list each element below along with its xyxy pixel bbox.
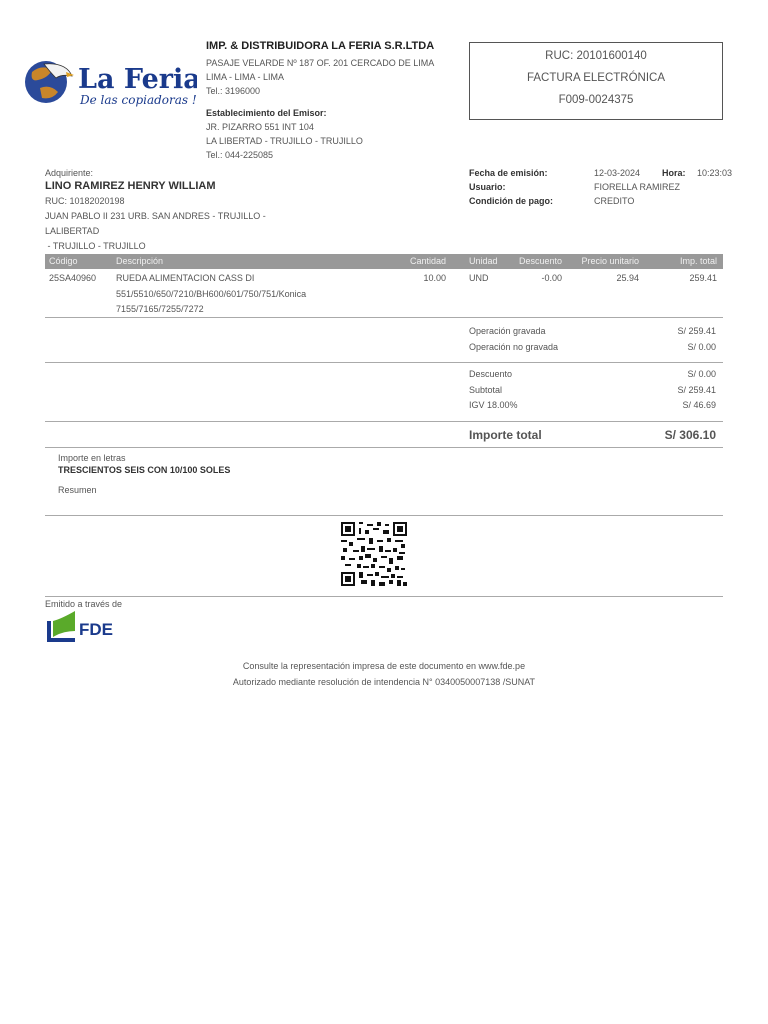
col-unidad: Unidad <box>469 256 498 266</box>
company-info <box>206 56 434 98</box>
logo-brand: La Feria <box>78 64 197 95</box>
subtotal-value: S/ 259.41 <box>677 385 716 395</box>
row-total: 259.41 <box>689 273 717 283</box>
letras-label: Importe en letras <box>58 453 126 463</box>
hora-label: Hora: <box>662 168 686 178</box>
descuento-value: S/ 0.00 <box>687 369 716 379</box>
company-phone: Tel.: 3196000 <box>206 86 261 96</box>
letras-value: TRESCIENTOS SEIS CON 10/100 SOLES <box>58 465 231 475</box>
table-row <box>45 271 723 317</box>
col-descuento: Descuento <box>518 256 562 266</box>
emitido-label: Emitido a través de <box>45 599 123 609</box>
row-codigo: 25SA40960 <box>49 273 97 283</box>
row-desc3: 7155/7165/7255/7272 <box>116 304 204 314</box>
row-cantidad: 10.00 <box>423 273 446 283</box>
items-table-header <box>45 254 723 269</box>
no-gravada-value: S/ 0.00 <box>687 342 716 352</box>
emisor-phone: Tel.: 044-225085 <box>206 150 274 160</box>
emisor-address: JR. PIZARRO 551 INT 104 <box>206 122 314 132</box>
resumen-label: Resumen <box>58 485 97 495</box>
fecha-value: 12-03-2024 <box>594 168 641 178</box>
client-addr1: JUAN PABLO II 231 URB. SAN ANDRES - TRUJILLO - <box>45 211 266 221</box>
client-name: LINO RAMIREZ HENRY WILLIAM <box>45 180 216 192</box>
client-ruc: RUC: 10182020198 <box>45 196 125 206</box>
divider <box>45 515 723 516</box>
document-number: F009-0024375 <box>558 94 634 106</box>
igv-value: S/ 46.69 <box>682 400 716 410</box>
client-address-block <box>45 194 266 254</box>
emisor-city: LA LIBERTAD - TRUJILLO - TRUJILLO <box>206 136 363 146</box>
condicion-value: CREDITO <box>594 196 635 206</box>
fde-text: FDE <box>79 620 113 639</box>
fde-logo <box>45 611 120 643</box>
client-label: Adquiriente: <box>45 168 94 178</box>
usuario-label: Usuario: <box>469 182 506 192</box>
fecha-label: Fecha de emisión: <box>469 168 548 178</box>
importe-total-value: S/ 306.10 <box>664 428 716 442</box>
row-unidad: UND <box>469 273 489 283</box>
company-name: IMP. & DISTRIBUIDORA LA FERIA S.R.LTDA <box>206 40 435 52</box>
company-city: LIMA - LIMA - LIMA <box>206 72 285 82</box>
col-cantidad: Cantidad <box>409 256 446 266</box>
company-logo <box>22 58 197 110</box>
subtotal-label: Subtotal <box>469 385 503 395</box>
emisor-info <box>206 106 363 162</box>
row-precio: 25.94 <box>616 273 639 283</box>
consulte-text: Consulte la representación impresa de este documento en www.fde.pe <box>242 661 526 671</box>
usuario-value: FIORELLA RAMIREZ <box>594 182 681 192</box>
col-descripcion: Descripción <box>116 256 164 266</box>
gravada-label: Operación gravada <box>469 326 546 336</box>
col-codigo: Código <box>49 256 78 266</box>
importe-total-label: Importe total <box>469 428 542 442</box>
company-address: PASAJE VELARDE Nº 187 OF. 201 CERCADO DE LIMA <box>206 58 435 68</box>
divider <box>45 421 723 422</box>
divider <box>45 447 723 448</box>
divider <box>45 596 723 597</box>
row-descuento: -0.00 <box>541 273 562 283</box>
client-addr3: - TRUJILLO - TRUJILLO <box>45 241 146 251</box>
no-gravada-label: Operación no gravada <box>469 342 559 352</box>
document-id-box <box>469 42 723 120</box>
autorizado-text: Autorizado mediante resolución de intendencia N° 0340050007138 /SUNAT <box>232 677 536 687</box>
qr-code <box>341 522 407 586</box>
igv-label: IGV 18.00% <box>469 400 518 410</box>
emisor-label: Establecimiento del Emisor: <box>206 108 327 118</box>
descuento-label: Descuento <box>469 369 513 379</box>
client-addr2: LALIBERTAD <box>45 226 100 236</box>
document-ruc: RUC: 20101600140 <box>545 50 647 62</box>
row-desc1: RUEDA ALIMENTACION CASS DI <box>116 273 255 283</box>
row-desc2: 551/5510/650/7210/BH600/601/750/751/Konica <box>116 289 307 299</box>
col-total: Imp. total <box>679 256 717 266</box>
condicion-label: Condición de pago: <box>469 196 553 206</box>
gravada-value: S/ 259.41 <box>677 326 716 336</box>
document-type: FACTURA ELECTRÓNICA <box>526 72 666 84</box>
hora-value: 10:23:03 <box>697 168 733 178</box>
divider <box>45 317 723 318</box>
logo-tagline: De las copiadoras !!! <box>80 93 197 107</box>
divider <box>45 362 723 363</box>
col-precio: Precio unitario <box>581 256 639 266</box>
